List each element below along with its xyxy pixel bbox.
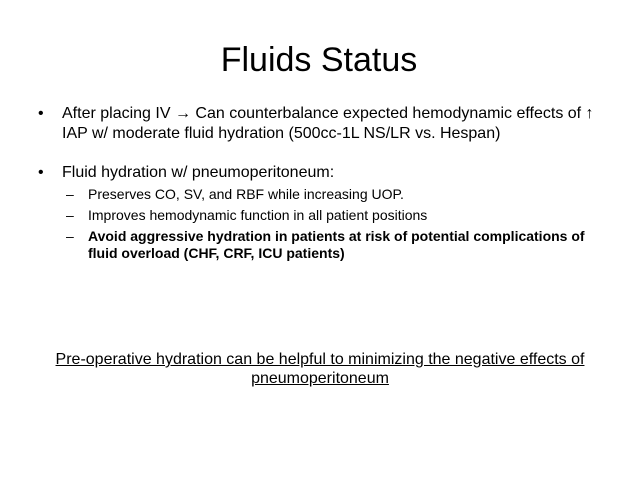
bullet-marker: • xyxy=(38,164,44,181)
sub-bullet-item xyxy=(62,207,598,224)
sub-bullet-item-bold xyxy=(62,228,598,262)
bullet-item xyxy=(38,104,598,144)
slide-title: Fluids Status xyxy=(220,41,418,79)
sub-bullet-text: Improves hemodynamic function in all patient positions xyxy=(88,207,428,223)
sub-bullet-text: Avoid aggressive hydration in patients at risk of potential complications of fluid overload (CHF, CRF, ICU patients) xyxy=(88,228,585,261)
sub-bullet-item xyxy=(62,186,598,203)
sub-bullet-marker: – xyxy=(66,228,74,244)
bullet-text: Fluid hydration w/ pneumoperitoneum: xyxy=(62,164,335,181)
sub-bullet-marker: – xyxy=(66,186,74,202)
footer-note: Pre-operative hydration can be helpful to minimizing the negative effects of pneumoperitoneum xyxy=(55,351,585,387)
bullet-text: After placing IV → Can counterbalance expected hemodynamic effects of ↑ IAP w/ moderate fluid hydration (500cc-1L NS/LR vs. Hespan) xyxy=(62,105,594,142)
sub-bullet-text: Preserves CO, SV, and RBF while increasing UOP. xyxy=(88,186,404,202)
bullet-item xyxy=(38,163,598,262)
sub-bullet-list xyxy=(62,186,598,262)
bullet-list xyxy=(38,104,598,266)
bullet-marker: • xyxy=(38,105,44,122)
sub-bullet-marker: – xyxy=(66,207,74,223)
